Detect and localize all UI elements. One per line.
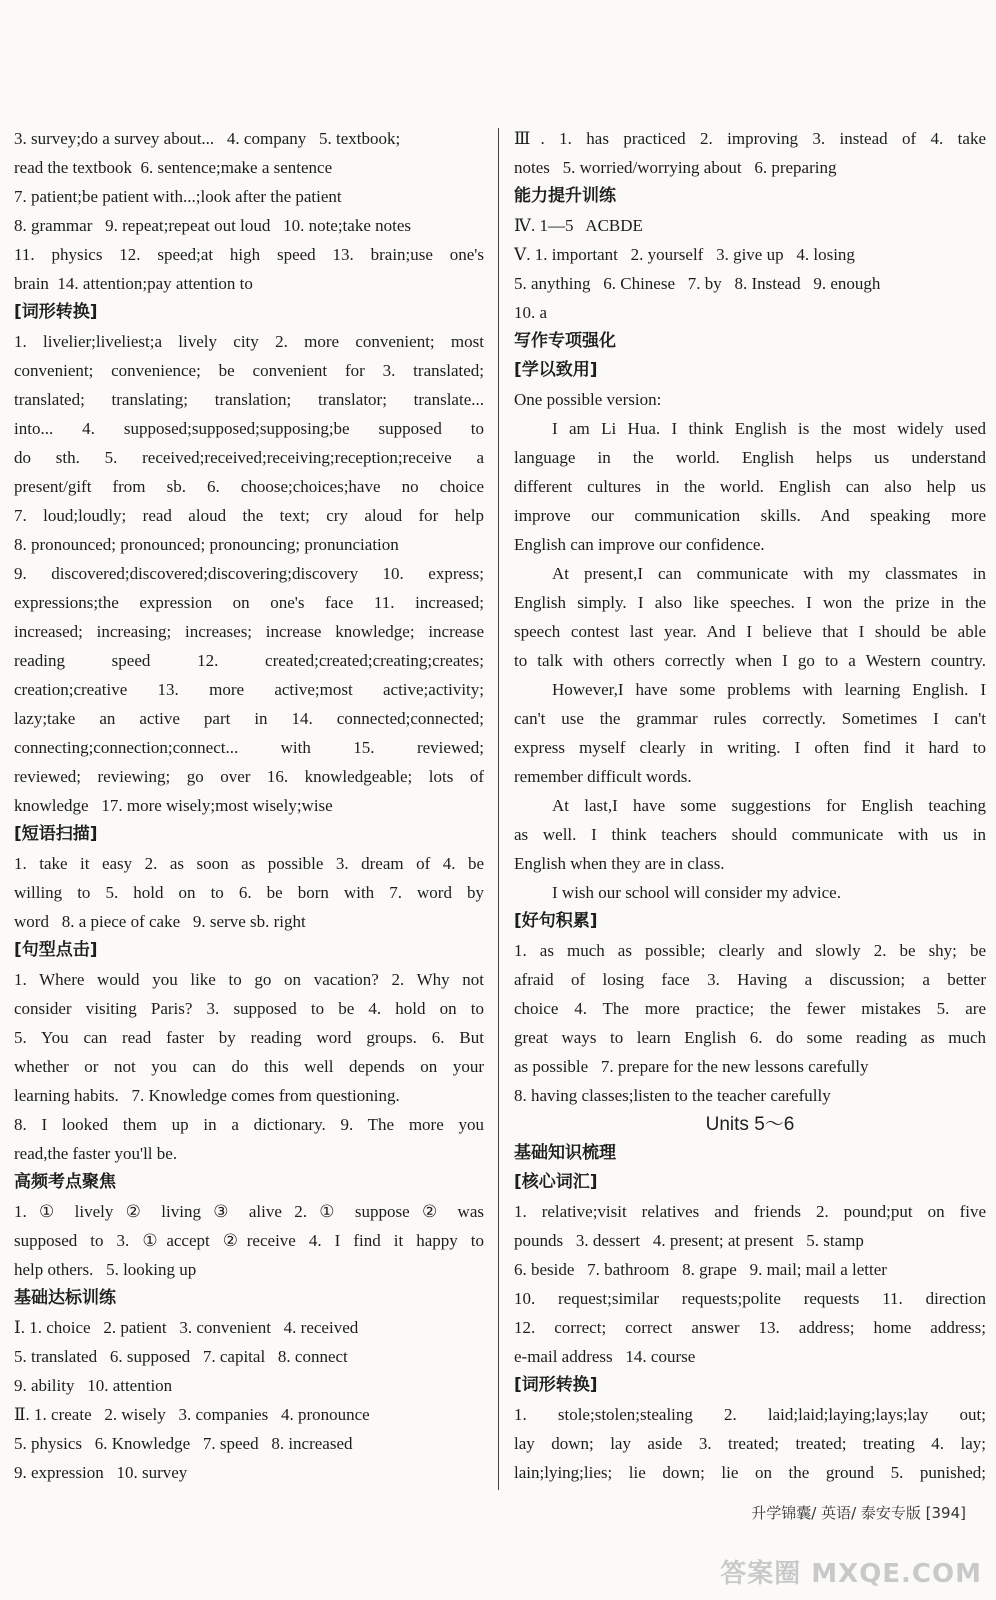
- answer-line: willing to 5. hold on to 6. be born with 7. word by: [14, 883, 484, 902]
- answer-line: 8. I looked them up in a dictionary. 9. The more you: [14, 1115, 484, 1134]
- answer-line: creation;creative 13. more active;most active;activity;: [14, 680, 484, 699]
- watermark: 答案圈 MXQE.COM: [720, 1559, 982, 1589]
- answer-line: supposed to 3. ①accept ②receive 4. I find it happy to: [14, 1231, 484, 1250]
- section-heading: [好句积累]: [514, 911, 598, 931]
- answer-line: Ⅱ. 1. create 2. wisely 3. companies 4. pronounce: [14, 1405, 370, 1424]
- section-heading: [词形转换]: [14, 302, 98, 322]
- section-heading: 基础达标训练: [14, 1288, 116, 1308]
- answer-line: do sth. 5. received;received;receiving;reception;receive a: [14, 448, 484, 467]
- answer-line: different cultures in the world. English can also help us: [514, 477, 986, 496]
- answer-line: 8. pronounced; pronounced; pronouncing; pronunciation: [14, 535, 399, 554]
- answer-line: translated; translating; translation; translator; translate...: [14, 390, 484, 409]
- answer-line: I am Li Hua. I think English is the most widely used: [552, 419, 986, 438]
- section-heading: [核心词汇]: [514, 1172, 598, 1192]
- section-heading: [词形转换]: [514, 1375, 598, 1395]
- answer-line: improve our communication skills. And speaking more: [514, 506, 986, 525]
- answer-line: 1. Where would you like to go on vacation? 2. Why not: [14, 970, 484, 989]
- answer-line: 9. expression 10. survey: [14, 1463, 188, 1482]
- answer-line: Ⅴ. 1. important 2. yourself 3. give up 4. losing: [514, 245, 855, 264]
- answer-line: as well. I think teachers should communicate with us in: [514, 825, 986, 844]
- answer-line: express myself clearly in writing. I often find it hard to: [514, 738, 986, 757]
- answer-line: At present,I can communicate with my classmates in: [552, 564, 986, 583]
- answer-line: pounds 3. dessert 4. present; at present 5. stamp: [514, 1231, 864, 1250]
- answer-line: However,I have some problems with learning English. I: [552, 680, 986, 699]
- answer-line: Ⅲ. 1. has practiced 2. improving 3. instead of 4. take: [514, 129, 986, 148]
- section-heading: 高频考点聚焦: [14, 1172, 116, 1192]
- answer-line: language in the world. English helps us understand: [514, 448, 986, 467]
- answer-line: present/gift from sb. 6. choose;choices;have no choice: [14, 477, 484, 496]
- left-column: [14, 124, 484, 1487]
- answer-line: 7. patient;be patient with...;look after the patient: [14, 187, 342, 206]
- section-heading: 能力提升训练: [514, 186, 616, 206]
- answer-line: can't use the grammar rules correctly. Sometimes I can't: [514, 709, 986, 728]
- answer-line: brain 14. attention;pay attention to: [14, 274, 253, 293]
- answer-line: English simply. I also like speeches. I won the prize in the: [514, 593, 986, 612]
- answer-line: read the textbook 6. sentence;make a sentence: [14, 158, 333, 177]
- answer-line: 10. request;similar requests;polite requests 11. direction: [514, 1289, 986, 1308]
- answer-line: 9. discovered;discovered;discovering;discovery 10. express;: [14, 564, 484, 583]
- answer-line: 1. relative;visit relatives and friends 2. pound;put on five: [514, 1202, 986, 1221]
- column-divider: [498, 128, 499, 1490]
- answer-line: remember difficult words.: [514, 767, 692, 786]
- answer-line: convenient; convenience; be convenient for 3. translated;: [14, 361, 484, 380]
- answer-line: 1. as much as possible; clearly and slowly 2. be shy; be: [514, 941, 986, 960]
- section-heading: [句型点击]: [14, 940, 98, 960]
- answer-line: 12. correct; correct answer 13. address; home address;: [514, 1318, 986, 1337]
- answer-line: to talk with others correctly when I go to a Western country.: [514, 651, 986, 670]
- page-footer: 升学锦囊/ 英语/ 泰安专版 [394]: [751, 1504, 966, 1522]
- answer-line: English when they are in class.: [514, 854, 725, 873]
- answer-line: increased; increasing; increases; increase knowledge; increase: [14, 622, 484, 641]
- answer-line: connecting;connection;connect... with 15. reviewed;: [14, 738, 484, 757]
- answer-line: lain;lying;lies; lie down; lie on the ground 5. punished;: [514, 1463, 986, 1482]
- answer-line: 9. ability 10. attention: [14, 1376, 173, 1395]
- answer-line: 5. translated 6. supposed 7. capital 8. connect: [14, 1347, 348, 1366]
- answer-line: learning habits. 7. Knowledge comes from questioning.: [14, 1086, 400, 1105]
- answer-line: reviewed; reviewing; go over 16. knowledgeable; lots of: [14, 767, 484, 786]
- section-heading: 基础知识梳理: [514, 1143, 616, 1163]
- answer-line: At last,I have some suggestions for English teaching: [552, 796, 986, 815]
- answer-line: 5. You can read faster by reading word groups. 6. But: [14, 1028, 484, 1047]
- answer-line: word 8. a piece of cake 9. serve sb. right: [14, 912, 306, 931]
- answer-line: as possible 7. prepare for the new lessons carefully: [514, 1057, 869, 1076]
- section-heading: 写作专项强化: [514, 331, 616, 351]
- section-title: Units 5～6: [705, 1114, 795, 1135]
- answer-line: read,the faster you'll be.: [14, 1144, 178, 1163]
- answer-line: consider visiting Paris? 3. supposed to be 4. hold on to: [14, 999, 484, 1018]
- right-column: [514, 124, 986, 1487]
- answer-line: 10. a: [514, 303, 548, 322]
- answer-line: 3. survey;do a survey about... 4. company 5. textbook;: [14, 129, 401, 148]
- section-heading: [短语扫描]: [14, 824, 98, 844]
- answer-line: expressions;the expression on one's face 11. increased;: [14, 593, 484, 612]
- answer-line: 8. having classes;listen to the teacher carefully: [514, 1086, 831, 1105]
- answer-line: 5. anything 6. Chinese 7. by 8. Instead 9. enough: [514, 274, 881, 293]
- answer-line: great ways to learn English 6. do some reading as much: [514, 1028, 986, 1047]
- answer-line: 1. ① lively ② living ③ alive 2. ① suppose ② was: [14, 1202, 484, 1221]
- answer-line: 1. take it easy 2. as soon as possible 3. dream of 4. be: [14, 854, 484, 873]
- answer-line: e-mail address 14. course: [514, 1347, 696, 1366]
- answer-line: lazy;take an active part in 14. connected;connected;: [14, 709, 484, 728]
- answer-line: 7. loud;loudly; read aloud the text; cry aloud for help: [14, 506, 484, 525]
- answer-line: lay down; lay aside 3. treated; treated; treating 4. lay;: [514, 1434, 986, 1453]
- answer-line: One possible version:: [514, 390, 662, 409]
- answer-line: reading speed 12. created;created;creating;creates;: [14, 651, 484, 670]
- section-heading: [学以致用]: [514, 360, 598, 380]
- answer-line: choice 4. The more practice; the fewer mistakes 5. are: [514, 999, 986, 1018]
- answer-line: 1. stole;stolen;stealing 2. laid;laid;laying;lays;lay out;: [514, 1405, 986, 1424]
- answer-line: 1. livelier;liveliest;a lively city 2. more convenient; most: [14, 332, 484, 351]
- answer-line: Ⅰ. 1. choice 2. patient 3. convenient 4. received: [14, 1318, 359, 1337]
- answer-line: I wish our school will consider my advice.: [552, 883, 841, 902]
- answer-line: afraid of losing face 3. Having a discussion; a better: [514, 970, 986, 989]
- answer-line: into... 4. supposed;supposed;supposing;be supposed to: [14, 419, 484, 438]
- answer-line: 8. grammar 9. repeat;repeat out loud 10. note;take notes: [14, 216, 412, 235]
- answer-line: 11. physics 12. speed;at high speed 13. brain;use one's: [14, 245, 484, 264]
- answer-line: knowledge 17. more wisely;most wisely;wise: [14, 796, 333, 815]
- answer-line: notes 5. worried/worrying about 6. preparing: [514, 158, 837, 177]
- answer-line: help others. 5. looking up: [14, 1260, 197, 1279]
- answer-line: Ⅳ. 1—5 ACBDE: [514, 216, 643, 235]
- answer-line: speech contest last year. And I believe that I should be able: [514, 622, 986, 641]
- answer-line: English can improve our confidence.: [514, 535, 765, 554]
- answer-line: whether or not you can do this well depends on your: [14, 1057, 484, 1076]
- answer-line: 5. physics 6. Knowledge 7. speed 8. increased: [14, 1434, 353, 1453]
- answer-line: 6. beside 7. bathroom 8. grape 9. mail; mail a letter: [514, 1260, 887, 1279]
